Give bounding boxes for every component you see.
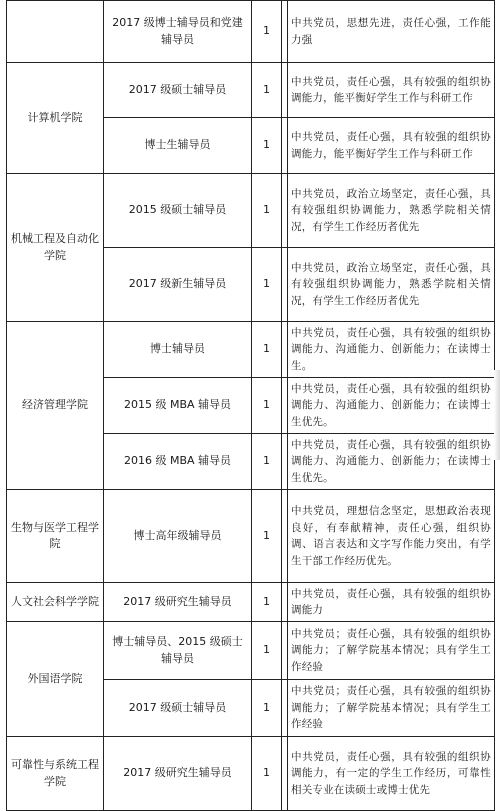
position-cell: 博士生辅导员 — [104, 118, 252, 174]
table-row — [7, 1, 495, 63]
college-cell: 计算机学院 — [7, 63, 104, 174]
recruitment-table — [6, 0, 495, 811]
requirement-cell: 中共党员，政治立场坚定，责任心强，具有较强组织协调能力，熟悉学院相关情况，有学生工作经历者优先 — [288, 174, 495, 248]
requirement-cell: 中共党员，理想信念坚定，思想政治表现良好，有奉献精神，责任心强，组织协调、语言表达和文字写作能力突出，有学生干部工作经历优先。 — [288, 490, 495, 583]
requirement-cell: 中共党员，思想先进，责任心强，工作能力强 — [288, 1, 495, 63]
requirement-cell: 中共党员，责任心强，具有较强的组织协调能力，能平衡好学生工作与科研工作 — [288, 63, 495, 118]
college-cell: 可靠性与系统工程学院 — [7, 737, 104, 811]
table-row — [7, 583, 495, 622]
count-cell: 1 — [252, 680, 282, 737]
table-row — [7, 174, 495, 248]
count-cell: 1 — [252, 63, 282, 118]
table-row — [7, 737, 495, 811]
position-cell: 博士辅导员、2015 级硕士辅导员 — [104, 622, 252, 680]
count-cell: 1 — [252, 322, 282, 378]
position-cell: 2015 级 MBA 辅导员 — [104, 378, 252, 434]
requirement-cell: 中共党员；责任心强，具有较强的组织协调能力；了解学院基本情况；具有学生工作经验 — [288, 622, 495, 680]
count-cell: 1 — [252, 434, 282, 490]
position-cell: 博士辅导员 — [104, 322, 252, 378]
table-row — [7, 490, 495, 583]
position-cell: 2017 级博士辅导员和党建辅导员 — [104, 1, 252, 63]
position-cell: 2015 级硕士辅导员 — [104, 174, 252, 248]
count-cell: 1 — [252, 583, 282, 622]
position-cell: 2017 级新生辅导员 — [104, 248, 252, 322]
count-cell: 1 — [252, 174, 282, 248]
requirement-cell: 中共党员，责任心强，具有较强的组织协调能力、沟通能力、创新能力；在读博士生。 — [288, 322, 495, 378]
position-cell: 2016 级 MBA 辅导员 — [104, 434, 252, 490]
requirement-cell: 中共党员，责任心强，具有较强的组织协调能力 — [288, 583, 495, 622]
college-cell: 机械工程及自动化学院 — [7, 174, 104, 322]
page-edge-shadow — [494, 370, 500, 460]
position-cell: 博士高年级辅导员 — [104, 490, 252, 583]
college-cell: 经济管理学院 — [7, 322, 104, 490]
table-row — [7, 622, 495, 680]
count-cell: 1 — [252, 248, 282, 322]
requirement-cell: 中共党员，政治立场坚定，责任心强，具有较强组织协调能力，熟悉学院相关情况，有学生工作经历者优先 — [288, 248, 495, 322]
college-cell: 外国语学院 — [7, 622, 104, 737]
requirement-cell: 中共党员，责任心强，具有较强的组织协调能力、沟通能力、创新能力；在读博士生优先。 — [288, 378, 495, 434]
position-cell: 2017 级研究生辅导员 — [104, 583, 252, 622]
requirement-cell: 中共党员，责任心强，具有较强的组织协调能力、沟通能力、创新能力；在读博士生优先。 — [288, 434, 495, 490]
count-cell: 1 — [252, 490, 282, 583]
requirement-cell: 中共党员，责任心强，具有较强的组织协调能力，能平衡好学生工作与科研工作 — [288, 118, 495, 174]
college-cell: 人文社会科学学院 — [7, 583, 104, 622]
count-cell: 1 — [252, 118, 282, 174]
table-row — [7, 63, 495, 118]
count-cell: 1 — [252, 1, 282, 63]
count-cell: 1 — [252, 737, 282, 811]
table-row — [7, 322, 495, 378]
position-cell: 2017 级硕士辅导员 — [104, 63, 252, 118]
college-cell: 生物与医学工程学院 — [7, 490, 104, 583]
count-cell: 1 — [252, 622, 282, 680]
count-cell: 1 — [252, 378, 282, 434]
requirement-cell: 中共党员，责任心强，具有较强的组织协调能力，有一定的学生工作经历，可靠性相关专业在读硕士或博士优先 — [288, 737, 495, 811]
college-cell — [7, 1, 104, 63]
position-cell: 2017 级研究生辅导员 — [104, 737, 252, 811]
position-cell: 2017 级硕士辅导员 — [104, 680, 252, 737]
requirement-cell: 中共党员；责任心强，具有较强的组织协调能力；了解学院基本情况；具有学生工作经验 — [288, 680, 495, 737]
